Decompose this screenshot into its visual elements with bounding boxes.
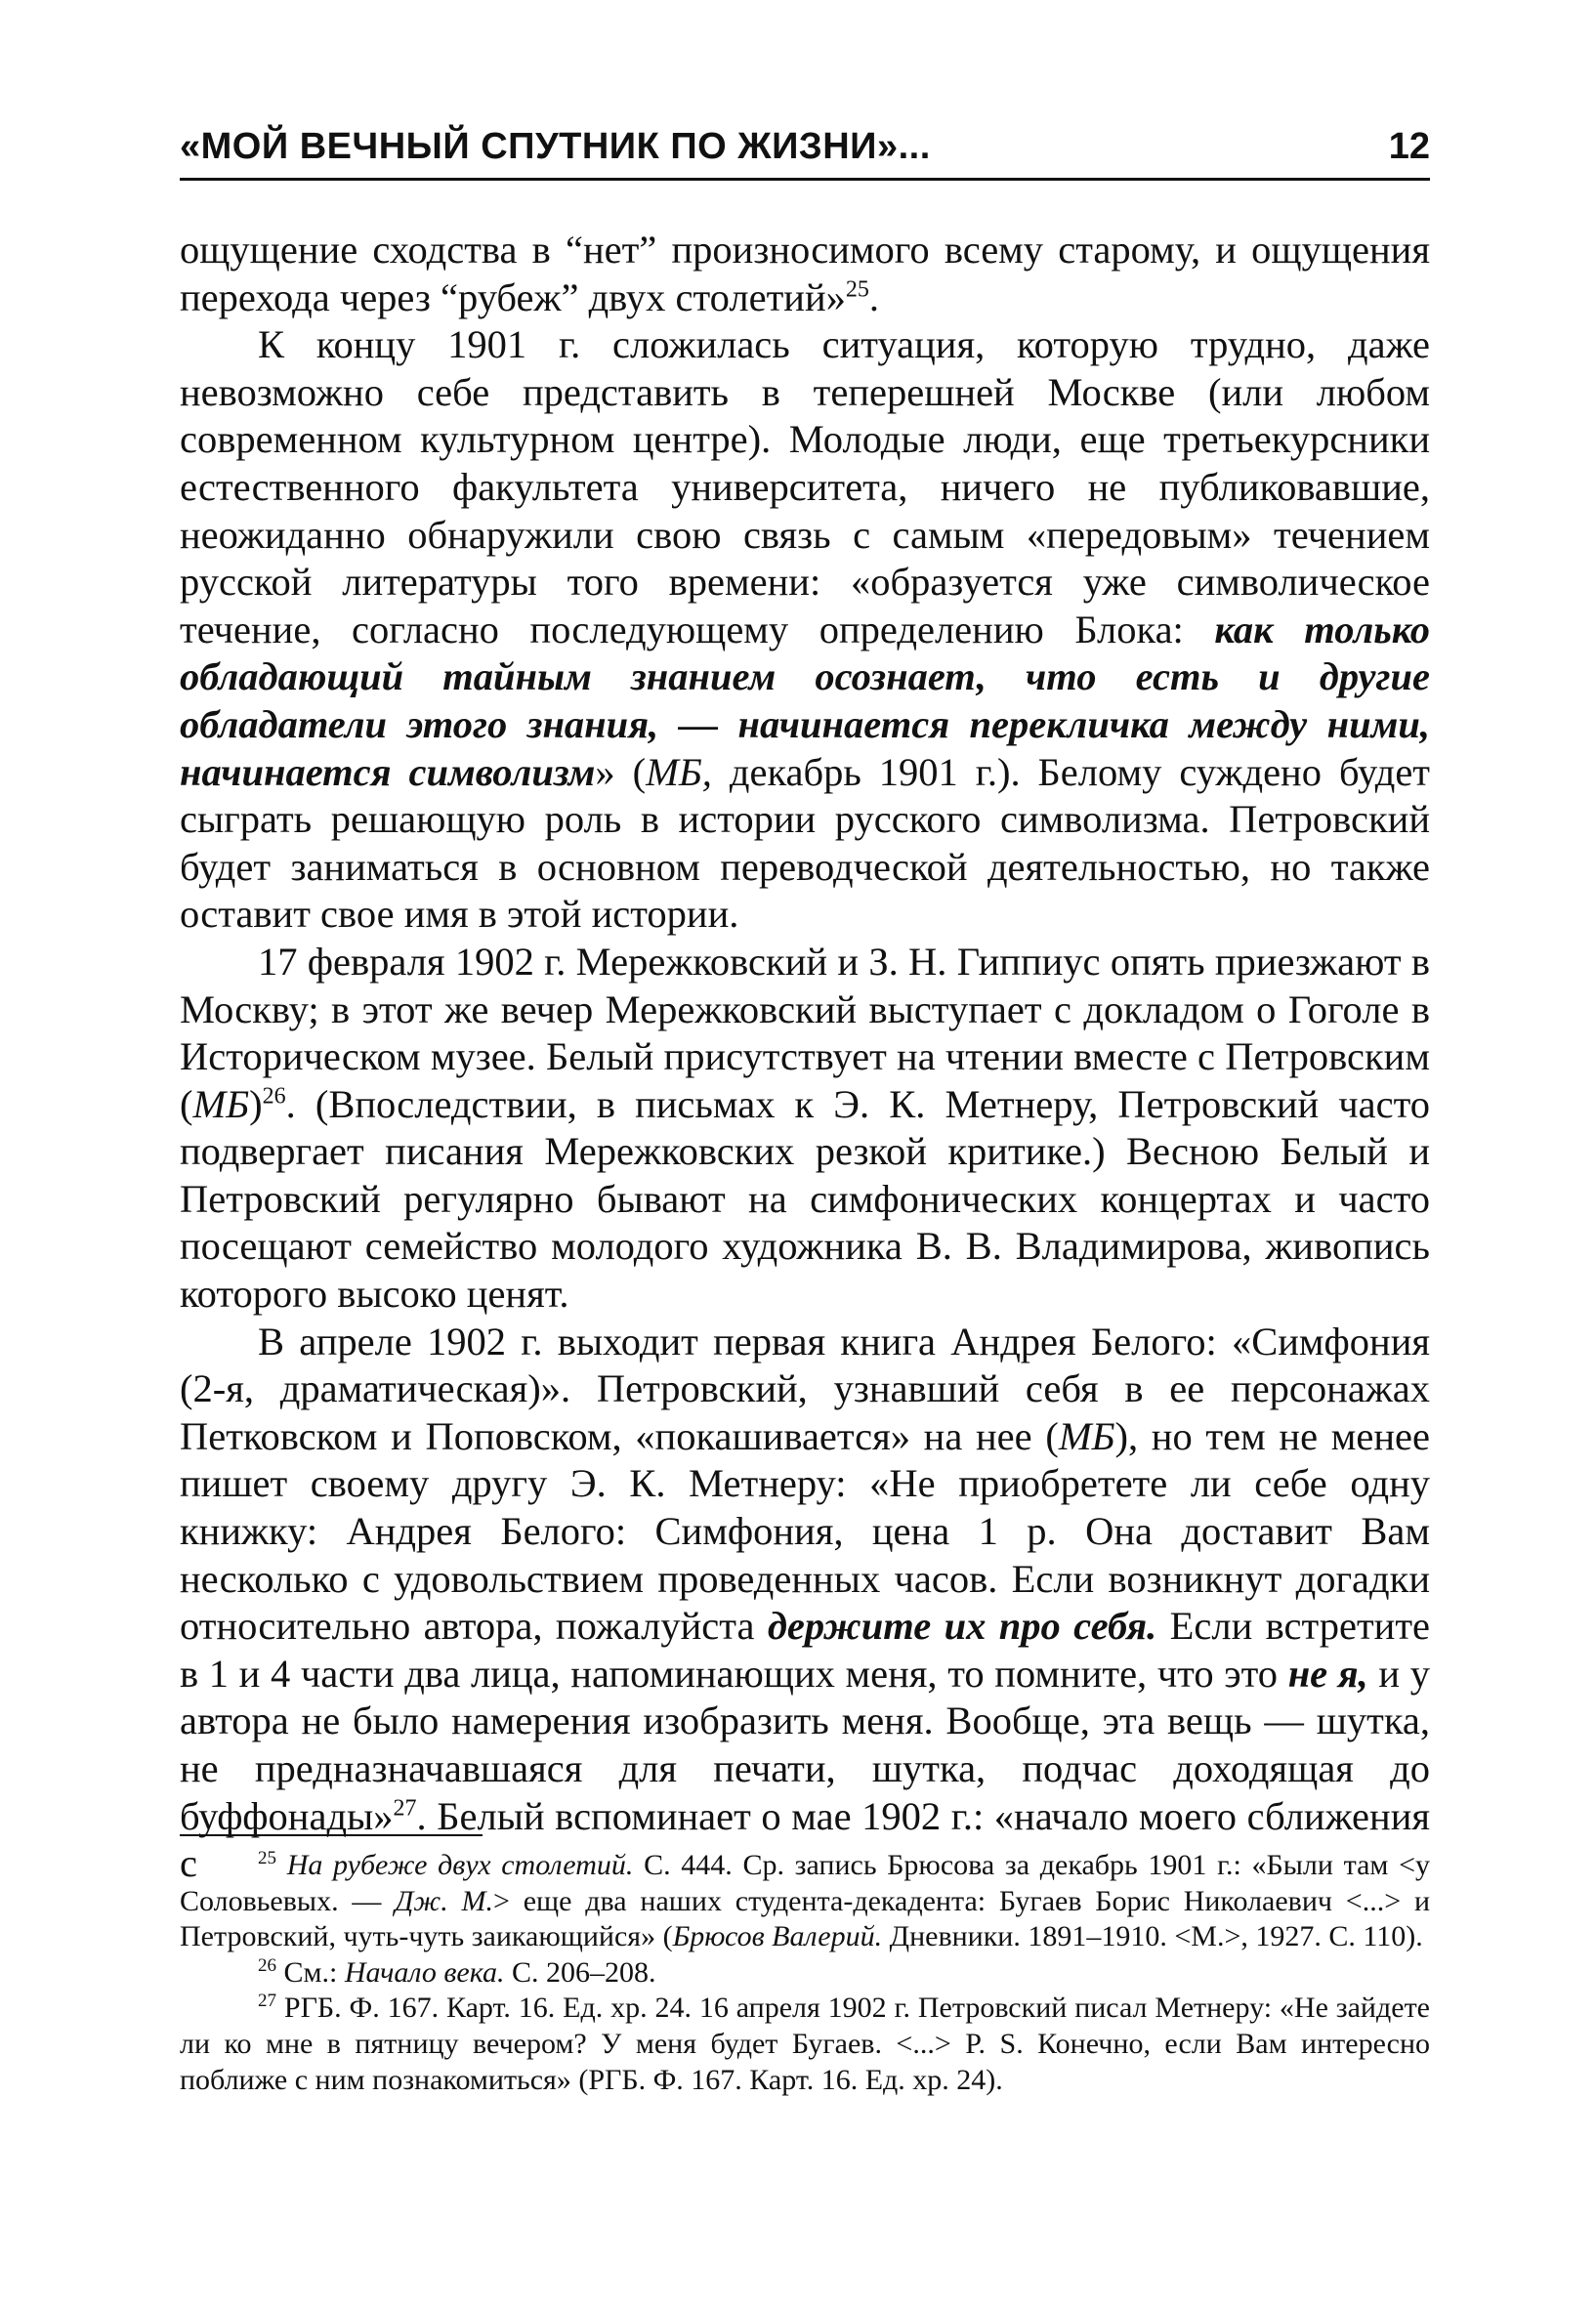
main-text [180, 227, 1430, 1888]
page-number: 12 [1388, 126, 1430, 167]
running-header [180, 117, 1430, 181]
footnote-27: $^{27}$ РГБ. Ф. 167. Карт. 16. Ед. хр. 24. 16 апреля 1902 г. Петровский писал Метнеру: «Не зайдете ли ко мне в пятницу вечером? У меня будет Бугаев. <...> P. S. Конечно, если Вам интересно поближе с ним познакомиться» (РГБ. Ф. 167. Карт. 16. Ед. хр. 24). [180, 1991, 1430, 2096]
footnote-ref-26[interactable]: 26 [262, 1083, 286, 1110]
blok-quote: как только обладающий тайным знанием осознает, что есть и другие обладатели этого знания, — начинается перекличка между ними, начинается символизм [180, 607, 1430, 794]
footnote-25: $^{25}$ На рубеже двух столетий. С. 444. Ср. запись Брюсова за декабрь 1901 г.: «Были там <у Соловьевых. — Дж. М.> еще два наших студента-декадента: Бугаев Борис Николаевич <...> и Петровский, чуть-чуть заикающийся» (Брюсов Валерий. Дневники. 1891–1910. <М.>, 1927. С. 110). [180, 1848, 1431, 1953]
running-title: «МОЙ ВЕЧНЫЙ СПУТНИК ПО ЖИЗНИ»... [180, 126, 931, 167]
paragraph-2: К концу 1901 г. сложилась ситуация, которую трудно, даже невозможно себе представить в теперешней Москве (или любом современном культурном центре). Молодые люди, еще третьекурсники естественного факультета университета, ничего не публиковавшие, неожиданно обнаружили свою связь с самым «передовым» течением русской литературы того времени: «образуется уже символическое течение, согласно последующему определению Блока: как только обладающий тайным знанием осознает, что есть и другие обладатели этого знания, — начинается перекличка между ними, начинается символизм» (МБ, декабрь 1901 г.). Белому суждено будет сыграть решающую роль в истории русского символизма. Петровский будет заниматься в основном переводческой деятельностью, но также оставит свое имя в этой истории. [180, 322, 1431, 937]
footnotes [180, 1848, 1430, 2098]
paragraph-4: В апреле 1902 г. выходит первая книга Андрея Белого: «Симфония (2-я, драматическая)». Петровский, узнавший себя в ее персонажах Петковском и Поповском, «покашивается» на нее (МБ), но тем не менее пишет своему другу Э. К. Метнеру: «Не приобретете ли себе одну книжку: Андрея Белого: Симфония, цена 1 р. Она доставит Вам несколько с удовольствием проведенных часов. Если возникнут догадки относительно автора, пожалуйста держите их про себя. Если встретите в 1 и 4 части два лица, напоминающих меня, то помните, что это не я, и у автора не было намерения изобразить меня. Вообще, эта вещь — шутка, не предназначавшаяся для печати, шутка, подчас доходящая до буффонады»$^{27}$. Белый вспоминает о мае 1902 г.: «начало моего сближения с [180, 1319, 1430, 1886]
paragraph-1: ощущение сходства в “нет” произносимого всему старому, и ощущения перехода через “рубеж” двух столетий»$^{25}$. [180, 228, 1430, 319]
footnote-ref-27[interactable]: 27 [393, 1795, 417, 1822]
footnote-26: $^{26}$ См.: Начало века. С. 206–208. [258, 1954, 656, 1989]
footnote-divider [180, 1834, 483, 1836]
footnote-ref-25[interactable]: 25 [845, 276, 869, 303]
paragraph-3: 17 февраля 1902 г. Мережковский и З. Н. Гиппиус опять приезжают в Москву; в этот же вечер Мережковский выступает с докладом о Гоголе в Историческом музее. Белый присутствует на чтении вместе с Петровским (МБ)$^{26}$. (Впоследствии, в письмах к Э. К. Метнеру, Петровский часто подвергает писания Мережковских резкой критике.) Весною Белый и Петровский регулярно бывают на симфонических концертах и часто посещают семейство молодого художника В. В. Владимирова, живопись которого высоко ценят. [180, 939, 1430, 1317]
